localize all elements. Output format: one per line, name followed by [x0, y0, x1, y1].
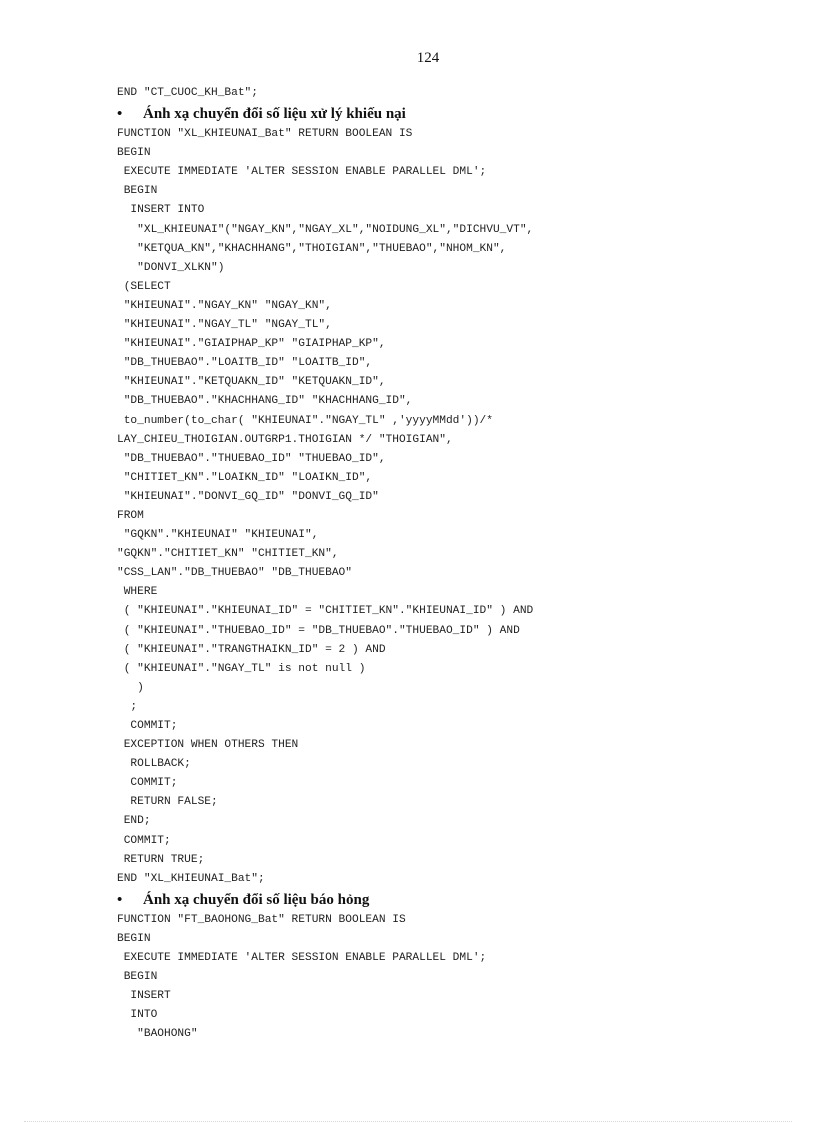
code-line: (SELECT: [117, 280, 171, 293]
section-heading: [117, 889, 777, 911]
code-line: "CSS_LAN"."DB_THUEBAO" "DB_THUEBAO": [117, 567, 352, 580]
code-line: BEGIN: [117, 971, 158, 984]
code-line: BEGIN: [117, 932, 151, 945]
bullet-icon: •: [117, 106, 123, 123]
code-line: FROM: [117, 509, 144, 522]
code-line: "KHIEUNAI"."KETQUAKN_ID" "KETQUAKN_ID",: [117, 376, 386, 389]
code-line: ROLLBACK;: [117, 758, 191, 771]
code-line: BEGIN: [117, 147, 151, 160]
code-line: ( "KHIEUNAI"."THUEBAO_ID" = "DB_THUEBAO"."THUEBAO_ID" ) AND: [117, 624, 520, 637]
code-line: INSERT: [117, 990, 171, 1003]
code-line: EXECUTE IMMEDIATE 'ALTER SESSION ENABLE PARALLEL DML';: [117, 166, 487, 179]
code-line: to_number(to_char( "KHIEUNAI"."NGAY_TL" ,'yyyyMMdd'))/*: [117, 414, 493, 427]
code-line: END;: [117, 815, 151, 828]
code-line: "DB_THUEBAO"."KHACHHANG_ID" "KHACHHANG_ID",: [117, 395, 413, 408]
code-line: "XL_KHIEUNAI"("NGAY_KN","NGAY_XL","NOIDUNG_XL","DICHVU_VT",: [117, 223, 534, 236]
code-line: WHERE: [117, 586, 158, 599]
code-line: "GQKN"."CHITIET_KN" "CHITIET_KN",: [117, 548, 339, 561]
code-line: ): [117, 681, 144, 694]
code-line: ( "KHIEUNAI"."TRANGTHAIKN_ID" = 2 ) AND: [117, 643, 386, 656]
code-line: END "XL_KHIEUNAI_Bat";: [117, 872, 265, 885]
code-line: INTO: [117, 1009, 158, 1022]
code-line: "KHIEUNAI"."GIAIPHAP_KP" "GIAIPHAP_KP",: [117, 338, 386, 351]
code-line: ( "KHIEUNAI"."NGAY_TL" is not null ): [117, 662, 366, 675]
code-line: "KHIEUNAI"."NGAY_TL" "NGAY_TL",: [117, 319, 332, 332]
code-line: EXECUTE IMMEDIATE 'ALTER SESSION ENABLE PARALLEL DML';: [117, 952, 487, 965]
page-bottom-divider: [24, 1121, 792, 1122]
code-line: COMMIT;: [117, 777, 178, 790]
code-line: COMMIT;: [117, 720, 178, 732]
code-line: "CHITIET_KN"."LOAIKN_ID" "LOAIKN_ID",: [117, 471, 373, 484]
bullet-icon: •: [117, 891, 123, 908]
code-line: "KHIEUNAI"."NGAY_KN" "NGAY_KN",: [117, 299, 332, 312]
code-line: "DB_THUEBAO"."LOAITB_ID" "LOAITB_ID",: [117, 357, 373, 370]
code-line: FUNCTION "XL_KHIEUNAI_Bat" RETURN BOOLEAN IS: [117, 128, 413, 141]
code-line: "KETQUA_KN","KHACHHANG","THOIGIAN","THUEBAO","NHOM_KN",: [117, 242, 507, 255]
document-body: [117, 84, 777, 1045]
code-line: ;: [117, 700, 138, 713]
page-number: 124: [416, 50, 440, 66]
code-line: INSERT INTO: [117, 204, 205, 217]
code-line: EXCEPTION WHEN OTHERS THEN: [117, 739, 299, 752]
code-line: "GQKN"."KHIEUNAI" "KHIEUNAI",: [117, 529, 319, 542]
code-line: "KHIEUNAI"."DONVI_GQ_ID" "DONVI_GQ_ID": [117, 490, 379, 503]
section-heading-text: Ánh xạ chuyển đổi số liệu báo hỏng: [143, 891, 370, 908]
section-heading: [117, 103, 777, 125]
code-line: END "CT_CUOC_KH_Bat";: [117, 87, 258, 99]
code-line: ( "KHIEUNAI"."KHIEUNAI_ID" = "CHITIET_KN"."KHIEUNAI_ID" ) AND: [117, 605, 534, 618]
code-line: RETURN FALSE;: [117, 796, 218, 809]
code-line: BEGIN: [117, 185, 158, 198]
code-line: "BAOHONG": [117, 1028, 198, 1041]
code-line: "DONVI_XLKN"): [117, 261, 225, 274]
code-line: COMMIT;: [117, 834, 171, 847]
code-line: LAY_CHIEU_THOIGIAN.OUTGRP1.THOIGIAN */ "THOIGIAN",: [117, 433, 453, 446]
code-line: "DB_THUEBAO"."THUEBAO_ID" "THUEBAO_ID",: [117, 452, 386, 465]
code-line: RETURN TRUE;: [117, 853, 205, 866]
code-line: FUNCTION "FT_BAOHONG_Bat" RETURN BOOLEAN IS: [117, 913, 406, 926]
section-heading-text: Ánh xạ chuyển đổi số liệu xử lý khiếu nại: [143, 106, 406, 123]
